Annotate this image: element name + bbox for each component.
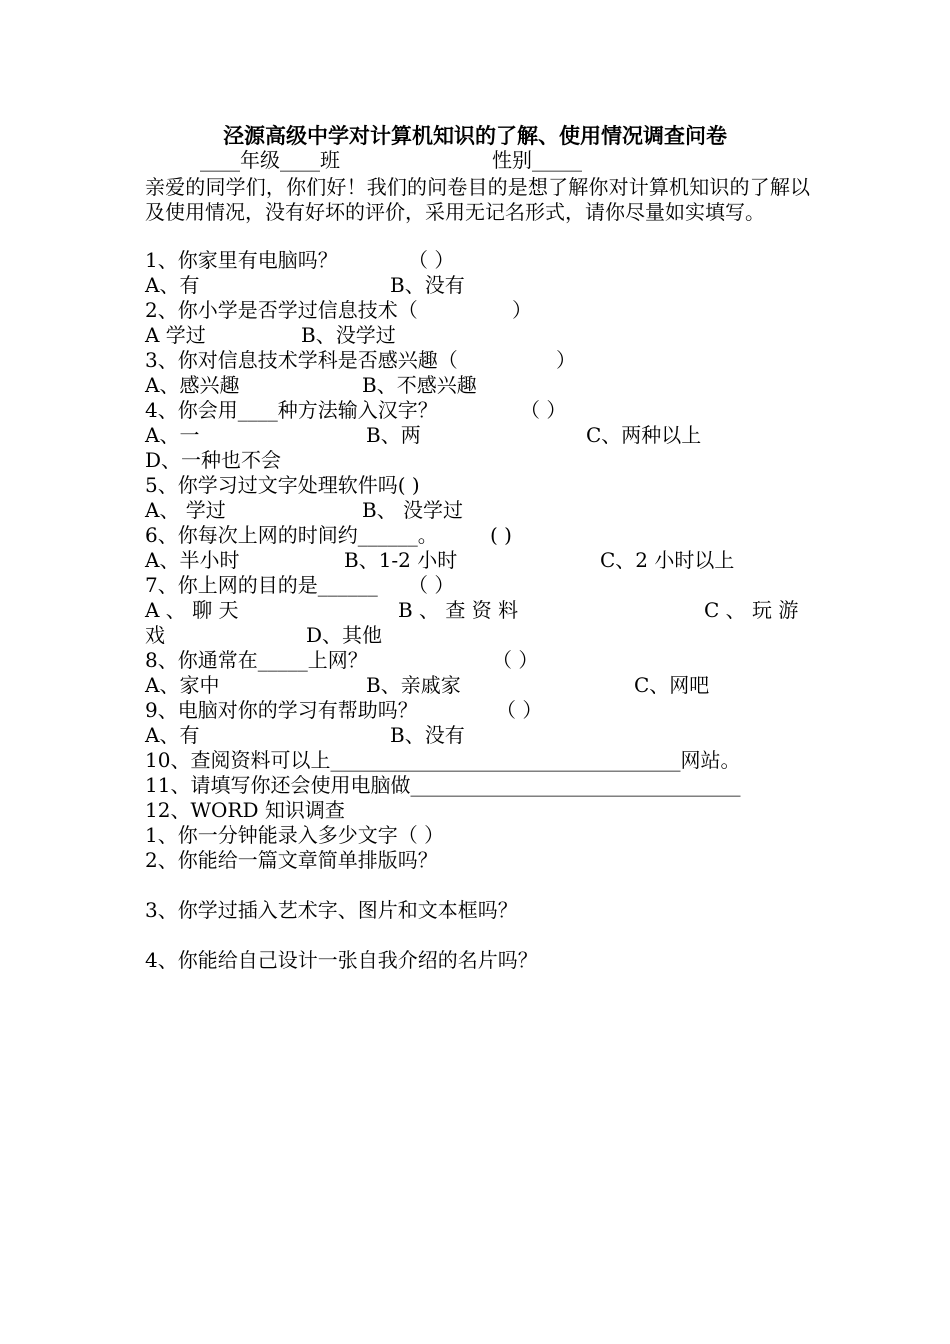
header-fields: [200, 148, 340, 173]
q6-blank: ______: [357, 523, 418, 547]
q10-text: [145, 748, 740, 773]
q11-blank: _________________________________: [410, 773, 741, 797]
q2-option-a: A 学过: [145, 323, 206, 347]
q8-option-c: C、网吧: [634, 673, 710, 697]
q3-text: 3、你对信息技术学科是否感兴趣（: [145, 348, 458, 372]
q3-paren-end: ）: [556, 348, 576, 372]
q4-suffix: 种方法输入汉字？: [277, 398, 438, 422]
q8-blank: _____: [257, 648, 308, 672]
q7-option-d: D、其他: [306, 623, 383, 647]
q4-option-c: C、两种以上: [586, 423, 702, 447]
q4-text: [145, 398, 438, 423]
q7-text: [145, 573, 378, 598]
q8-option-a: A、家中: [145, 673, 220, 697]
q5-option-a: A、 学过: [145, 498, 226, 522]
q8-answer-paren: （ ）: [492, 648, 539, 672]
q7-option-c-cont: 戏: [145, 623, 165, 647]
q7-option-b: B 、 查 资 料: [398, 598, 519, 622]
q11-text: [145, 773, 740, 798]
q6-option-a: A、半小时: [145, 548, 240, 572]
grade-label: 年级: [240, 148, 280, 172]
q6-option-b: B、1-2 小时: [344, 548, 458, 572]
q7-option-c: C 、 玩 游: [704, 598, 799, 622]
q12-text: 12、WORD 知识调查: [145, 798, 345, 822]
gender-field: [492, 148, 582, 173]
q6-answer-paren: ( ): [490, 523, 512, 547]
q2-text: 2、你小学是否学过信息技术（: [145, 298, 418, 322]
q7-blank: ______: [317, 573, 378, 597]
q7-answer-paren: （ ）: [408, 573, 455, 597]
q4-option-a: A、一: [145, 423, 200, 447]
q4-blank: ____: [237, 398, 278, 422]
q1-text: 1、你家里有电脑吗？: [145, 248, 338, 272]
q9-text: 9、电脑对你的学习有帮助吗？: [145, 698, 418, 722]
q11-prefix: 11、请填写你还会使用电脑做: [145, 773, 411, 797]
class-blank: ____: [280, 148, 320, 172]
q10-prefix: 10、查阅资料可以上: [145, 748, 331, 772]
q1-option-a: A、有: [145, 273, 200, 297]
q6-option-c: C、2 小时以上: [600, 548, 735, 572]
q10-blank: ___________________________________: [330, 748, 681, 772]
q9-option-a: A、有: [145, 723, 200, 747]
q6-text: [145, 523, 438, 548]
gender-blank: _____: [532, 148, 582, 172]
word-question-3: 3、你学过插入艺术字、图片和文本框吗？: [145, 898, 518, 922]
q6-prefix: 6、你每次上网的时间约: [145, 523, 358, 547]
q7-option-a: A 、 聊 天: [145, 598, 239, 622]
q9-answer-paren: （ ）: [496, 698, 543, 722]
q4-prefix: 4、你会用: [145, 398, 238, 422]
q9-option-b: B、没有: [390, 723, 465, 747]
q10-suffix: 网站。: [680, 748, 741, 772]
q8-text: [145, 648, 368, 673]
word-question-2: 2、你能给一篇文章简单排版吗？: [145, 848, 438, 872]
class-label: 班: [320, 148, 340, 172]
q8-suffix: 上网？: [307, 648, 368, 672]
word-question-1: 1、你一分钟能录入多少文字（ ）: [145, 823, 445, 847]
intro-paragraph: 亲爱的同学们，你们好！我们的问卷目的是想了解你对计算机知识的了解以及使用情况，没有好坏的评价，采用无记名形式，请你尽量如实填写。: [145, 175, 810, 224]
q4-answer-paren: （ ）: [520, 398, 567, 422]
grade-blank: ____: [200, 148, 240, 172]
q1-option-b: B、没有: [390, 273, 465, 297]
q3-option-a: A、感兴趣: [145, 373, 240, 397]
q4-option-b: B、两: [366, 423, 421, 447]
q3-option-b: B、不感兴趣: [362, 373, 477, 397]
page-title: 泾源高级中学对计算机知识的了解、使用情况调查问卷: [223, 123, 727, 148]
gender-label: 性别: [492, 148, 532, 172]
q2-paren-end: ）: [512, 298, 532, 322]
word-question-4: 4、你能给自己设计一张自我介绍的名片吗？: [145, 948, 538, 972]
q7-prefix: 7、你上网的目的是: [145, 573, 318, 597]
q5-text: 5、你学习过文字处理软件吗( ): [145, 473, 420, 497]
q8-prefix: 8、你通常在: [145, 648, 258, 672]
q4-option-d: D、一种也不会: [145, 448, 282, 472]
q2-option-b: B、没学过: [301, 323, 396, 347]
q5-option-b: B、 没学过: [362, 498, 464, 522]
q1-answer-paren: （ ）: [408, 248, 455, 272]
q6-suffix: 。: [417, 523, 438, 547]
q8-option-b: B、亲戚家: [366, 673, 461, 697]
